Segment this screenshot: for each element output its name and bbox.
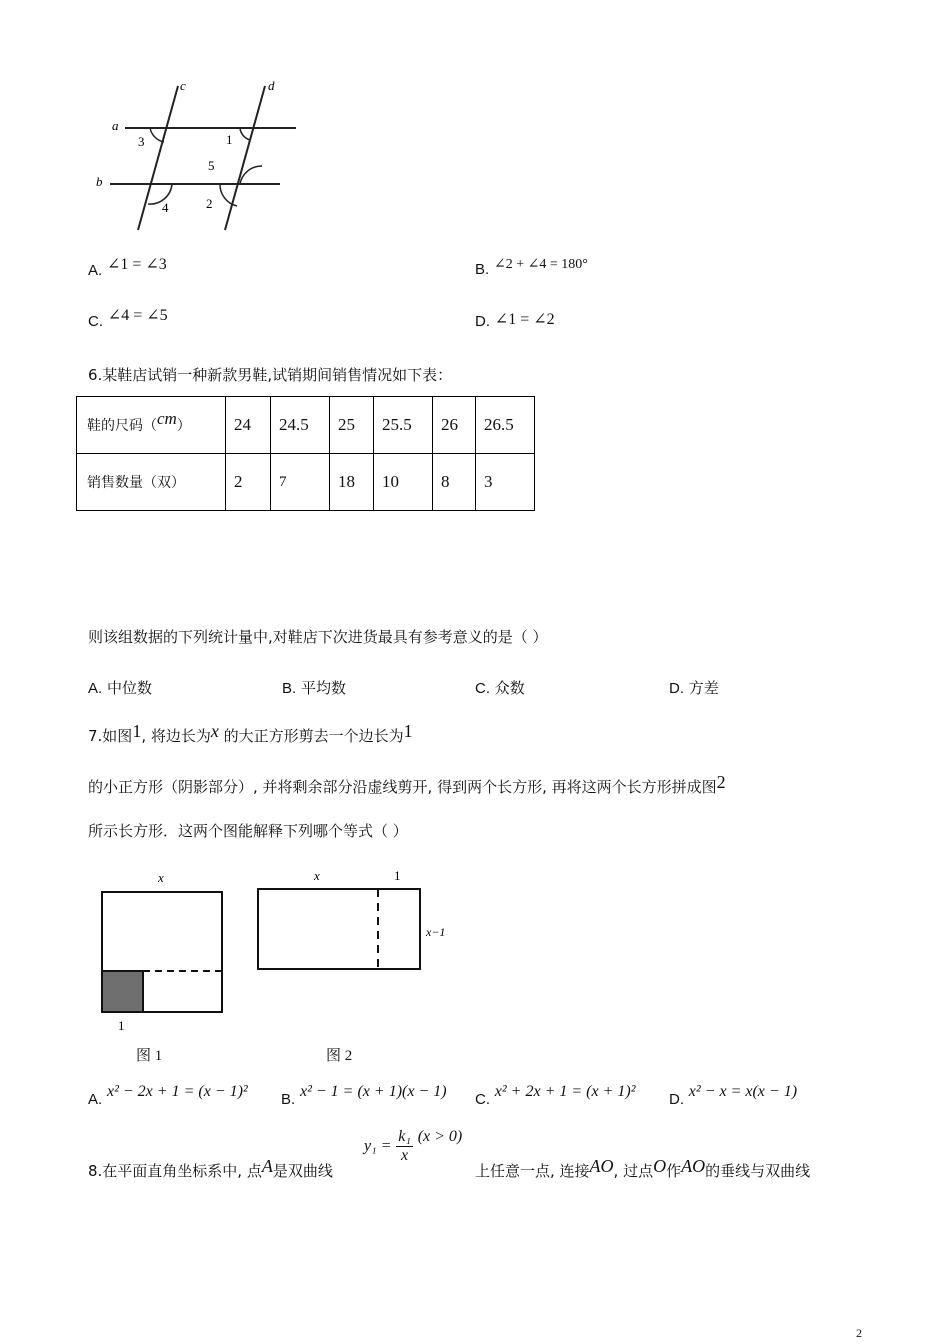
option-expression: x² + 2x + 1 = (x + 1)² xyxy=(494,1083,636,1100)
figure-2-rectangle xyxy=(250,866,460,978)
sales-table xyxy=(76,396,535,511)
q6-stem: 6.某鞋店试销一种新款男鞋,试销期间销售情况如下表： xyxy=(88,366,453,384)
figure-1-square xyxy=(96,868,231,1038)
q8-line-cont: 上任意一点, 连接AO, 过点O作AO的垂线与双曲线 xyxy=(475,1156,811,1180)
q7-option-a[interactable] xyxy=(88,1083,248,1109)
option-letter: D. xyxy=(669,680,684,697)
table-cell: 26 xyxy=(433,397,476,454)
q5-option-a[interactable] xyxy=(88,256,167,280)
option-letter: C. xyxy=(475,1091,490,1108)
q6-option-b[interactable] xyxy=(282,677,346,698)
page-number: 2 xyxy=(856,1326,862,1340)
q7-line-1: 7.如图1, 将边长为x 的大正方形剪去一个边长为1 xyxy=(88,721,413,745)
table-cell: 2 xyxy=(226,454,271,511)
table-row-header: 销售数量（双） xyxy=(77,454,226,511)
option-letter: B. xyxy=(282,680,297,697)
option-expression: x² − 1 = (x + 1)(x − 1) xyxy=(299,1083,447,1100)
line-label-a: a xyxy=(112,118,119,133)
hyperbola-function: y₁ = $\frac{\text{k₁}}{x}$ (x > 0) xyxy=(364,1127,463,1164)
fig1-top-label: x xyxy=(158,870,164,885)
q7-line-2: 的小正方形（阴影部分）, 并将剩余部分沿虚线剪开, 得到两个长方形, 再将这两个长方形拼成图2 xyxy=(88,772,726,796)
option-expression: x² − x = x(x − 1) xyxy=(688,1083,798,1100)
option-text: 方差 xyxy=(688,679,719,697)
option-text: 平均数 xyxy=(300,679,346,697)
q6-option-a[interactable] xyxy=(88,677,152,698)
option-expression: ∠2 + ∠4 = 180° xyxy=(493,257,588,272)
q6-option-d[interactable] xyxy=(669,677,719,698)
q7-option-c[interactable] xyxy=(475,1083,636,1109)
table-cell: 26.5 xyxy=(476,397,535,454)
table-row xyxy=(77,397,535,454)
angle-label-1: 1 xyxy=(226,132,233,147)
fig1-caption: 图 1 xyxy=(136,1048,163,1064)
option-letter: D. xyxy=(669,1091,684,1108)
fig2-side-label: x−1 xyxy=(426,925,446,939)
option-letter: B. xyxy=(281,1091,296,1108)
option-text: 中位数 xyxy=(106,679,152,697)
fig2-caption: 图 2 xyxy=(326,1048,353,1064)
option-letter: C. xyxy=(88,313,103,330)
table-row xyxy=(77,454,535,511)
q8-line: 8.在平面直角坐标系中, 点A是双曲线 xyxy=(88,1156,333,1180)
option-letter: A. xyxy=(88,262,103,279)
q5-option-c[interactable] xyxy=(88,307,168,331)
q7-line-3: 所示长方形．这两个图能解释下列哪个等式（ ） xyxy=(88,822,408,840)
q6-option-c[interactable] xyxy=(475,677,525,698)
q7-option-b[interactable] xyxy=(281,1083,447,1109)
line-label-d: d xyxy=(268,78,275,93)
q7-option-d[interactable] xyxy=(669,1083,798,1109)
table-cell: 3 xyxy=(476,454,535,511)
option-letter: D. xyxy=(475,313,490,330)
option-expression: x² − 2x + 1 = (x − 1)² xyxy=(106,1083,248,1100)
table-row-header: 鞋的尺码（cm） xyxy=(77,397,226,454)
table-cell: 25 xyxy=(330,397,374,454)
q6-question: 则该组数据的下列统计量中,对鞋店下次进货最具有参考意义的是（ ） xyxy=(88,628,548,646)
angle-label-4: 4 xyxy=(162,200,169,215)
table-cell: 24 xyxy=(226,397,271,454)
line-label-c: c xyxy=(180,78,186,93)
option-letter: C. xyxy=(475,680,490,697)
option-letter: B. xyxy=(475,261,490,278)
option-expression: ∠4 = ∠5 xyxy=(107,307,168,324)
angle-label-3: 3 xyxy=(138,134,145,149)
fig2-top-label-1: 1 xyxy=(394,868,401,883)
table-cell: 8 xyxy=(433,454,476,511)
table-cell: 24.5 xyxy=(271,397,330,454)
table-cell: 25.5 xyxy=(374,397,433,454)
line-label-b: b xyxy=(96,174,103,189)
q5-option-b[interactable] xyxy=(475,257,588,279)
table-cell: 10 xyxy=(374,454,433,511)
angle-label-2: 2 xyxy=(206,196,213,211)
option-letter: A. xyxy=(88,1091,103,1108)
fig1-bottom-label: 1 xyxy=(118,1018,125,1033)
q5-option-d[interactable] xyxy=(475,311,555,331)
fig2-top-label-x: x xyxy=(314,868,320,883)
option-text: 众数 xyxy=(494,679,525,697)
table-cell: 7 xyxy=(271,454,330,511)
option-expression: ∠1 = ∠3 xyxy=(106,256,167,273)
parallel-lines-figure xyxy=(90,78,310,238)
angle-label-5: 5 xyxy=(208,158,215,173)
table-cell: 18 xyxy=(330,454,374,511)
option-expression: ∠1 = ∠2 xyxy=(494,311,555,328)
option-letter: A. xyxy=(88,680,103,697)
